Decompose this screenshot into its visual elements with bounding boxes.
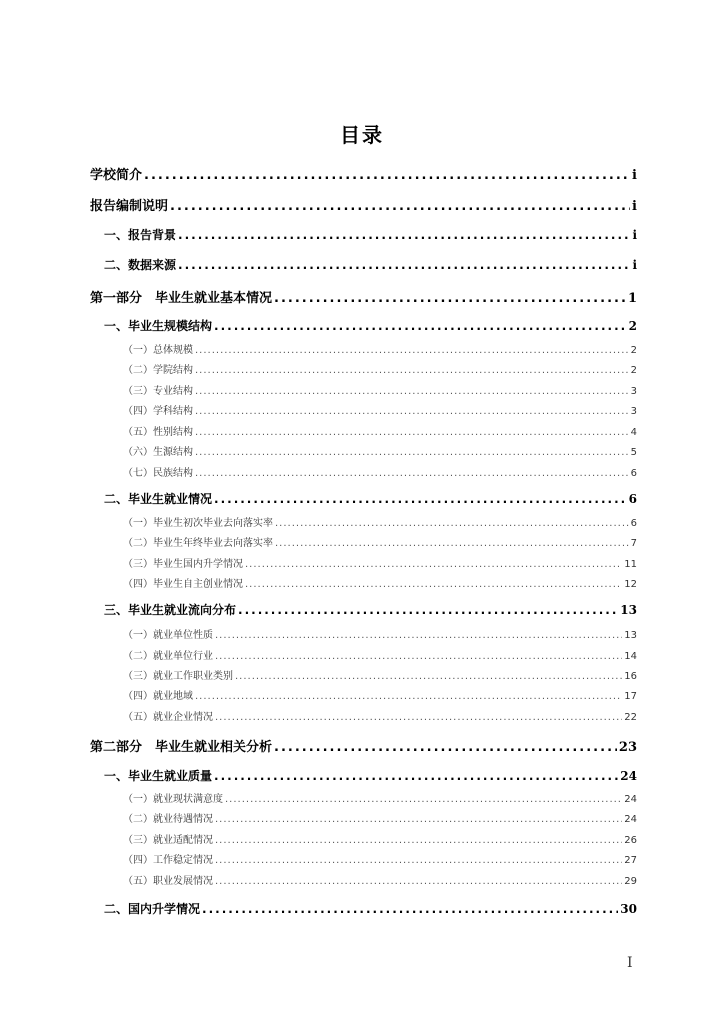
toc-entry-label: （一）就业现状满意度 [123,794,223,805]
toc-entry[interactable] [123,361,637,376]
dot-leader [214,319,627,333]
toc-entry-page: 24 [620,769,637,783]
toc-entry-label: （五）职业发展情况 [123,876,213,887]
dot-leader [178,258,630,272]
toc-entry-label: （二）毕业生年终毕业去向落实率 [123,538,273,549]
toc-entry[interactable] [90,164,637,183]
toc-entry-page: 2 [630,365,637,376]
toc-entry-page: 1 [627,291,637,306]
dot-leader [215,855,622,866]
dot-leader [144,168,630,183]
toc-entry-page: 30 [620,902,637,916]
toc-entry-label: 一、毕业生规模结构 [104,319,213,333]
dot-leader [195,691,622,702]
toc-entry-page: 14 [624,651,637,662]
toc-entry-label: （二）学院结构 [123,365,193,376]
dot-leader [274,740,617,755]
dot-leader [235,671,622,682]
toc-entry[interactable] [123,851,637,866]
toc-entry-label: 三、毕业生就业流向分布 [104,603,237,617]
toc-entry[interactable] [123,402,637,417]
toc-entry-page: 5 [630,447,637,458]
toc-entry-page: 16 [624,671,637,682]
toc-entry[interactable] [104,767,637,784]
toc-entry-page: 29 [624,876,637,887]
toc-entry[interactable] [123,514,637,529]
dot-leader [195,345,629,356]
toc-entry-page: 4 [630,427,637,438]
toc-entry[interactable] [104,900,637,917]
dot-leader [195,427,629,438]
toc-entry-label: 报告编制说明 [90,199,169,214]
toc-entry-page: 2 [630,345,637,356]
toc-entry-label: （二）就业待遇情况 [123,814,213,825]
toc-entry[interactable] [123,555,637,570]
toc-entry-label: （三）专业结构 [123,386,193,397]
dot-leader [202,902,618,916]
dot-leader [215,630,622,641]
toc-entry-page: i [632,228,637,242]
toc-entry-page: i [632,199,637,214]
dot-leader [170,199,630,214]
toc-entry-label: （一）毕业生初次毕业去向落实率 [123,518,273,529]
toc-entry[interactable] [123,708,637,723]
dot-leader [225,794,622,805]
toc-entry-label: （二）就业单位行业 [123,651,213,662]
page-title: 目录 [340,123,384,147]
toc-entry-page: 11 [624,559,637,570]
dot-leader [214,769,618,783]
toc-entry-label: （四）学科结构 [123,406,193,417]
toc-entry[interactable] [123,443,637,458]
dot-leader [195,386,629,397]
toc-entry[interactable] [123,534,637,549]
toc-entry-label: （五）就业企业情况 [123,712,213,723]
toc-entry[interactable] [123,341,637,356]
dot-leader [215,814,622,825]
toc-entry-page: i [632,258,637,272]
toc-entry-page: 6 [628,492,637,506]
toc-entry-page: 13 [624,630,637,641]
toc-entry[interactable] [123,647,637,662]
dot-leader [195,406,629,417]
toc-entry-label: （五）性别结构 [123,427,193,438]
toc-entry[interactable] [123,831,637,846]
toc-entry-label: （一）就业单位性质 [123,630,213,641]
dot-leader [245,559,622,570]
toc-entry[interactable] [123,790,637,805]
dot-leader [274,291,626,306]
toc-entry-page: i [632,168,637,183]
toc-entry-page: 6 [630,468,637,479]
dot-leader [275,538,629,549]
toc-entry[interactable] [123,626,637,641]
toc-entry-label: 学校简介 [90,168,143,183]
toc-entry-page: 7 [630,538,637,549]
toc-entry-label: 一、毕业生就业质量 [104,769,213,783]
toc-entry-page: 24 [624,814,637,825]
toc-entry[interactable] [104,490,637,507]
toc-entry[interactable] [123,575,637,590]
toc-entry-page: 2 [628,319,637,333]
toc-entry-label: （四）毕业生自主创业情况 [123,579,243,590]
toc-entry[interactable] [123,464,637,479]
dot-leader [238,603,618,617]
toc-entry-page: 27 [624,855,637,866]
toc-entry-label: 一、报告背景 [104,228,177,242]
dot-leader [215,712,622,723]
toc-entry[interactable] [90,736,637,755]
dot-leader [195,468,629,479]
toc-entry-label: （三）毕业生国内升学情况 [123,559,243,570]
toc-entry[interactable] [123,872,637,887]
toc-entry-label: （四）工作稳定情况 [123,855,213,866]
toc-entry-label: （三）就业适配情况 [123,835,213,846]
toc-entry-page: 12 [624,579,637,590]
dot-leader [178,228,630,242]
toc-entry-page: 6 [630,518,637,529]
toc-entry-label: （六）生源结构 [123,447,193,458]
toc-entry-label: 二、数据来源 [104,258,177,272]
toc-entry[interactable] [123,382,637,397]
toc-entry[interactable] [104,256,637,273]
toc-entry-page: 24 [624,794,637,805]
toc-entry-page: 26 [624,835,637,846]
toc-entry[interactable] [104,317,637,334]
toc-entry-label: （七）民族结构 [123,468,193,479]
toc-entry[interactable] [90,287,637,306]
toc-entry-label: 二、毕业生就业情况 [104,492,213,506]
dot-leader [195,365,629,376]
toc-entry-label: 二、国内升学情况 [104,902,201,916]
toc-entry[interactable] [90,195,637,214]
toc-entry[interactable] [123,810,637,825]
dot-leader [245,579,622,590]
toc-entry-page: 17 [624,691,637,702]
dot-leader [215,651,622,662]
toc-entry-page: 13 [620,603,637,617]
dot-leader [214,492,627,506]
toc-entry[interactable] [123,687,637,702]
dot-leader [215,876,622,887]
toc-entry-label: （一）总体规模 [123,345,193,356]
dot-leader [215,835,622,846]
toc-entry-label: （三）就业工作职业类别 [123,671,233,682]
toc-entry-page: 23 [618,740,637,755]
dot-leader [275,518,629,529]
toc-entry[interactable] [104,226,637,243]
toc-entry-label: 第二部分 毕业生就业相关分析 [90,740,273,755]
toc-entry[interactable] [104,601,637,618]
toc-entry[interactable] [123,667,637,682]
toc-entry-page: 3 [630,406,637,417]
toc-entry-label: （四）就业地域 [123,691,193,702]
footer-page-number: I [627,955,633,971]
toc-entry[interactable] [123,423,637,438]
dot-leader [195,447,629,458]
toc-entry-page: 3 [630,386,637,397]
toc-entry-page: 22 [624,712,637,723]
toc-entry-label: 第一部分 毕业生就业基本情况 [90,291,273,306]
